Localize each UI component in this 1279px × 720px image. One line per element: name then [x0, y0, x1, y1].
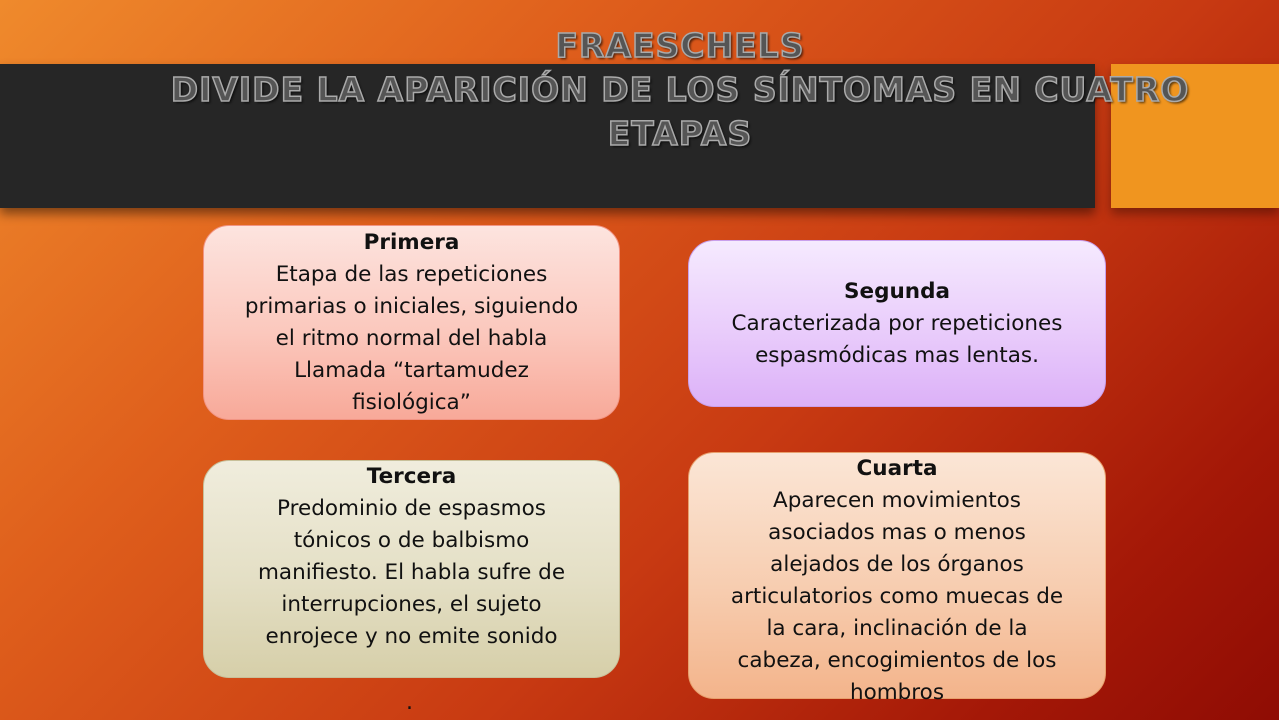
- card-heading: Segunda: [844, 278, 950, 304]
- card-line: hombros: [849, 680, 945, 705]
- stage-card-cuarta: [688, 452, 1106, 705]
- card-line: primarias o iniciales, siguiendo: [244, 293, 579, 319]
- card-line: articulatorios como muecas de: [730, 584, 1064, 609]
- card-line: fisiológica”: [352, 389, 471, 415]
- title-line-2: DIVIDE LA APARICIÓN DE LOS SÍNTOMAS EN CUATRO: [170, 70, 1190, 109]
- card-line: cabeza, encogimientos de los: [737, 648, 1057, 673]
- card-line: asociados mas o menos: [768, 520, 1026, 545]
- stage-card-segunda: [688, 240, 1106, 407]
- card-line: alejados de los órganos: [770, 552, 1024, 577]
- slide-title: [140, 24, 1220, 156]
- card-line: Llamada “tartamudez: [294, 357, 529, 383]
- card-line: tónicos o de balbismo: [293, 528, 530, 553]
- card-line: Aparecen movimientos: [773, 488, 1021, 513]
- stage-card-tercera: [203, 460, 620, 678]
- card-line: manifiesto. El habla sufre de: [257, 560, 566, 585]
- card-line: la cara, inclinación de la: [766, 616, 1028, 641]
- card-line: el ritmo normal del habla: [275, 325, 548, 351]
- card-line: Etapa de las repeticiones: [275, 261, 548, 287]
- card-line: enrojece y no emite sonido: [265, 624, 558, 649]
- card-line: Caracterizada por repeticiones: [731, 310, 1063, 336]
- card-heading: Cuarta: [856, 456, 938, 481]
- card-heading: Tercera: [366, 464, 457, 489]
- card-heading: Primera: [363, 229, 460, 255]
- card-line: Predominio de espasmos: [277, 496, 546, 521]
- card-line: interrupciones, el sujeto: [281, 592, 542, 617]
- footnote-dot: .: [406, 690, 413, 715]
- card-line: espasmódicas mas lentas.: [755, 342, 1039, 368]
- title-line-1: FRAESCHELS: [555, 26, 805, 65]
- title-line-3: ETAPAS: [607, 114, 753, 153]
- stage-card-primera: [203, 225, 620, 420]
